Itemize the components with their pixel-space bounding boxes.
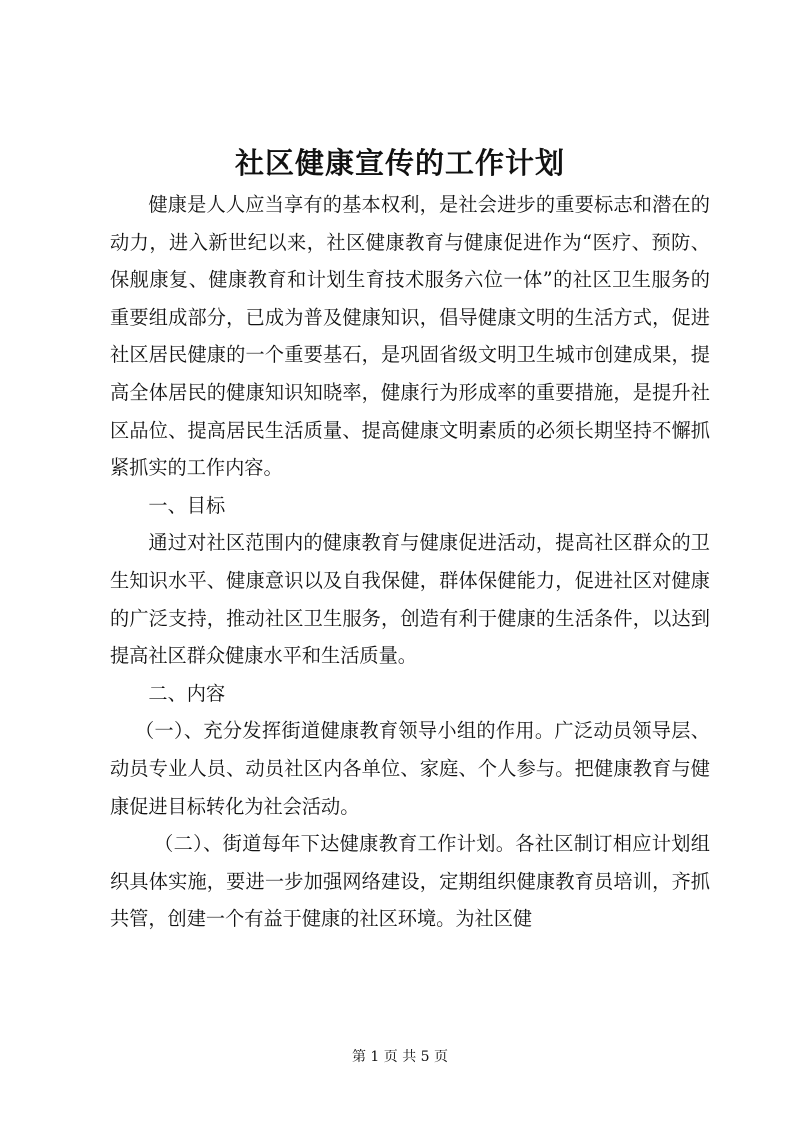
page-number-footer: 第 1 页 共 5 页: [351, 1049, 449, 1065]
document-body: [110, 186, 710, 938]
section-heading-content: 二、内容: [148, 681, 226, 705]
document-title: 社区健康宣传的工作计划: [234, 146, 565, 180]
paragraph-intro: 健康是人人应当享有的基本权利，是社会进步的重要标志和潜在的动力，进入新世纪以来，社区健康教育与健康促进作为“医疗、预防、保舰康复、健康教育和计划生育技术服务六位一体”的社区卫生服务的重要组成部分，已成为普及健康知识，倡导健康文明的生活方式，促进社区居民健康的一个重要基石，是巩固省级文明卫生城市创建成果，提高全体居民的健康知识知晓率，健康行为形成率的重要措施，是提升社区品位、提高居民生活质量、提高健康文明素质的必须长期坚持不懈抓紧抓实的工作内容。: [110, 193, 710, 480]
paragraph-goals: 通过对社区范围内的健康教育与健康促进活动，提高社区群众的卫生知识水平、健康意识以及自我保健，群体保健能力，促进社区对健康的广泛支持，推动社区卫生服务，创造有利于健康的生活条件，以达到提高社区群众健康水平和生活质量。: [110, 531, 710, 668]
section-heading-goals: 一、目标: [148, 493, 226, 517]
paragraph-content-item-1: （一）、充分发挥街道健康教育领导小组的作用。广泛动员领导层、动员专业人员、动员社区内各单位、家庭、个人参与。把健康教育与健康促进目标转化为社会活动。: [110, 719, 710, 818]
paragraph-content-item-2: （二）、街道每年下达健康教育工作计划。各社区制订相应计划组织具体实施，要进一步加强网络建设，定期组织健康教育员培训，齐抓共管，创建一个有益于健康的社区环境。为社区健: [110, 832, 710, 931]
